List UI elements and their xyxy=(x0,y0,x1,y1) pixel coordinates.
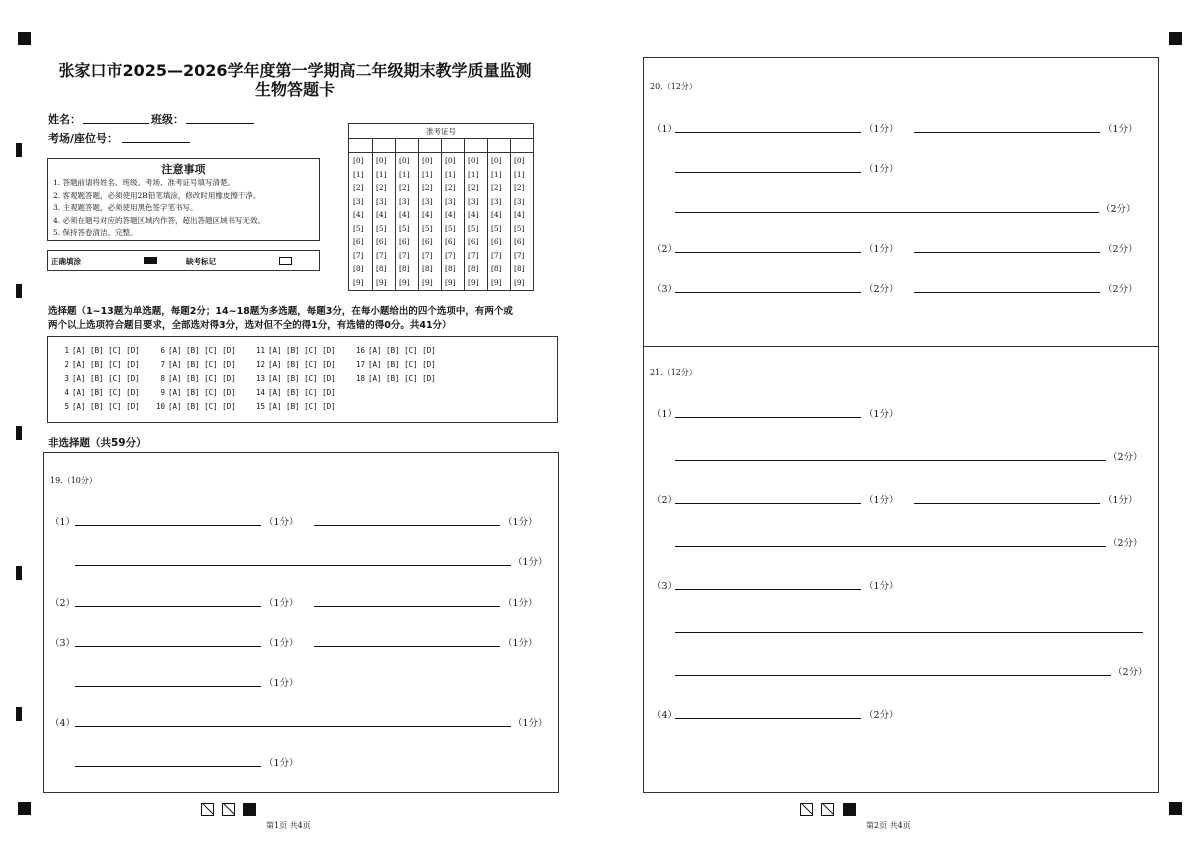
mc-question-number: 5 xyxy=(64,402,69,411)
admission-column-divider xyxy=(395,138,396,291)
q19-2b-score: （1分） xyxy=(503,598,538,609)
correct-fill-sample xyxy=(144,257,157,264)
name-label: 姓名： xyxy=(48,113,81,126)
correct-fill-label: 正确填涂 xyxy=(51,257,81,266)
admission-digit-bubble[interactable]: [3] xyxy=(353,196,364,206)
admission-digit-bubble[interactable]: [5] xyxy=(514,223,525,233)
admission-digit-bubble[interactable]: [8] xyxy=(445,264,456,273)
mc-question-row[interactable] xyxy=(253,402,336,411)
page-number-1: 第1页 共4页 xyxy=(266,821,311,830)
q19-4a-score: （1分） xyxy=(513,718,548,729)
admission-digit-bubble[interactable]: [1] xyxy=(376,169,387,179)
admission-digit-bubble[interactable]: [8] xyxy=(468,264,479,273)
q20-1c-line[interactable] xyxy=(675,172,861,173)
q19-3a-line[interactable] xyxy=(75,646,261,647)
name-field[interactable] xyxy=(83,123,149,124)
page-code-mark xyxy=(800,803,813,816)
admission-digit-bubble[interactable]: [5] xyxy=(376,223,387,233)
q21-1a-score: （1分） xyxy=(864,409,899,420)
mc-question-number: 1 xyxy=(64,346,69,355)
admission-digit-bubble[interactable]: [0] xyxy=(514,156,525,165)
q19-3c-score: （1分） xyxy=(264,678,299,689)
q19-4a-line[interactable] xyxy=(75,726,511,727)
q19-3a-score: （1分） xyxy=(264,638,299,649)
admission-digit-bubble[interactable]: [8] xyxy=(399,264,410,273)
q20-3b-line[interactable] xyxy=(914,292,1100,293)
class-label: 班级： xyxy=(151,113,184,126)
admission-digit-bubble[interactable]: [1] xyxy=(422,169,433,179)
mc-question-row[interactable] xyxy=(253,388,336,397)
q19-1b-score: （1分） xyxy=(503,517,538,528)
q19-part-4: （4） xyxy=(50,718,76,729)
admission-digit-bubble[interactable]: [8] xyxy=(514,264,525,273)
admission-digit-bubble[interactable]: [2] xyxy=(376,183,387,192)
admission-digit-bubble[interactable]: [0] xyxy=(491,156,502,165)
mc-question-row[interactable] xyxy=(353,346,436,355)
absent-mark-checkbox[interactable] xyxy=(279,257,292,265)
q19-2a-score: （1分） xyxy=(264,598,299,609)
corner-mark xyxy=(1169,32,1182,45)
q20-1d-score: （2分） xyxy=(1101,204,1136,215)
q21-2b-line[interactable] xyxy=(914,503,1100,504)
page-code-mark xyxy=(222,803,235,816)
admission-title: 准考证号 xyxy=(426,127,456,136)
mc-question-row[interactable] xyxy=(153,346,236,355)
q19-1b-line[interactable] xyxy=(314,525,500,526)
corner-mark xyxy=(18,802,31,815)
corner-mark xyxy=(18,32,31,45)
fill-legend xyxy=(47,250,320,271)
timing-mark xyxy=(16,707,22,721)
admission-digit-bubble[interactable]: [4] xyxy=(445,210,456,219)
notice-item: 2. 客观题答题，必须使用2B铅笔填涂，修改时用橡皮擦干净。 xyxy=(53,190,261,200)
admission-digit-bubble[interactable]: [0] xyxy=(422,156,433,165)
mc-option-bubbles[interactable]: [A] [B] [C] [D] xyxy=(72,402,140,411)
mc-question-number: 9 xyxy=(160,388,165,397)
admission-digit-bubble[interactable]: [2] xyxy=(491,183,502,192)
mc-question-number: 17 xyxy=(355,360,365,369)
q20-2b-score: （2分） xyxy=(1103,244,1138,255)
admission-digit-bubble[interactable]: [1] xyxy=(468,169,479,179)
q19-box xyxy=(43,452,559,793)
mc-question-number: 18 xyxy=(355,374,365,383)
q21-part-3: （3） xyxy=(652,581,678,592)
notice-title: 注意事项 xyxy=(161,163,206,176)
admission-digit-bubble[interactable]: [2] xyxy=(353,183,364,192)
mc-option-bubbles[interactable]: [A] [B] [C] [D] xyxy=(368,374,436,383)
q19-1a-score: （1分） xyxy=(264,517,299,528)
q19-1c-score: （1分） xyxy=(513,557,548,568)
notice-item: 3. 主观题答题，必须使用黑色签字笔书写。 xyxy=(53,203,198,213)
admission-digit-bubble[interactable]: [4] xyxy=(491,210,502,219)
mc-option-bubbles[interactable]: [A] [B] [C] [D] xyxy=(72,360,140,369)
q19-2b-line[interactable] xyxy=(314,606,500,607)
mc-option-bubbles[interactable]: [A] [B] [C] [D] xyxy=(168,402,236,411)
q19-part-2: （2） xyxy=(50,598,76,609)
q21-3a-score: （1分） xyxy=(864,581,899,592)
admission-digit-bubble[interactable]: [4] xyxy=(422,210,433,219)
mc-question-number: 16 xyxy=(355,346,365,355)
admission-digit-bubble[interactable]: [0] xyxy=(468,156,479,165)
admission-digit-bubble[interactable]: [1] xyxy=(491,169,502,179)
mc-question-row[interactable] xyxy=(57,388,140,397)
mc-answer-box xyxy=(47,336,558,423)
notice-item: 5. 保持答卷清洁、完整。 xyxy=(53,228,138,238)
mc-question-number: 15 xyxy=(255,402,265,411)
q20-2a-score: （1分） xyxy=(864,244,899,255)
admission-digit-bubble[interactable]: [7] xyxy=(376,250,387,260)
admission-digit-bubble[interactable]: [1] xyxy=(514,169,525,179)
mc-option-bubbles[interactable]: [A] [B] [C] [D] xyxy=(268,402,336,411)
q19-4b-line[interactable] xyxy=(75,766,261,767)
mc-question-row[interactable] xyxy=(353,374,436,383)
mc-question-number: 14 xyxy=(255,388,265,397)
q21-1b-line[interactable] xyxy=(675,460,1106,461)
admission-digit-bubble[interactable]: [3] xyxy=(376,196,387,206)
mc-option-bubbles[interactable]: [A] [B] [C] [D] xyxy=(168,388,236,397)
q19-1a-line[interactable] xyxy=(75,525,261,526)
q19-4b-score: （1分） xyxy=(264,758,299,769)
q19-1c-line[interactable] xyxy=(75,565,511,566)
mc-question-row[interactable] xyxy=(153,374,236,383)
admission-digit-bubble[interactable]: [3] xyxy=(468,196,479,206)
mc-option-bubbles[interactable]: [A] [B] [C] [D] xyxy=(72,388,140,397)
q21-2c-line[interactable] xyxy=(675,546,1106,547)
class-field[interactable] xyxy=(186,123,254,124)
mc-question-number: 3 xyxy=(64,374,69,383)
page-code-mark xyxy=(843,803,856,816)
admission-digit-bubble[interactable]: [8] xyxy=(491,264,502,273)
q20-1c-score: （1分） xyxy=(864,164,899,175)
admission-digit-bubble[interactable]: [9] xyxy=(399,277,410,287)
admission-digit-bubble[interactable]: [4] xyxy=(468,210,479,219)
mc-question-number: 8 xyxy=(160,374,165,383)
admission-digit-bubble[interactable]: [6] xyxy=(491,237,502,246)
notice-box xyxy=(47,158,320,241)
q21-2a-score: （1分） xyxy=(864,495,899,506)
page-number-2: 第2页 共4页 xyxy=(866,821,911,830)
page-code-mark xyxy=(201,803,214,816)
mc-option-bubbles[interactable]: [A] [B] [C] [D] xyxy=(268,360,336,369)
mc-question-row[interactable] xyxy=(57,346,140,355)
q20-1d-line[interactable] xyxy=(675,212,1099,213)
mc-question-row[interactable] xyxy=(153,402,236,411)
q21-3b-line[interactable] xyxy=(675,632,1143,633)
mc-question-row[interactable] xyxy=(57,360,140,369)
admission-digit-bubble[interactable]: [9] xyxy=(376,277,387,287)
q19-part-1: （1） xyxy=(50,517,76,528)
mc-option-bubbles[interactable]: [A] [B] [C] [D] xyxy=(168,360,236,369)
mc-question-number: 2 xyxy=(64,360,69,369)
q21-4a-line[interactable] xyxy=(675,718,861,719)
q20-q21-divider xyxy=(644,346,1158,347)
admission-column-divider xyxy=(464,138,465,291)
mc-question-row[interactable] xyxy=(253,346,336,355)
admission-digit-bubble[interactable]: [6] xyxy=(353,237,364,246)
q21-part-2: （2） xyxy=(652,495,678,506)
admission-column-divider xyxy=(418,138,419,291)
q21-3c-score: （2分） xyxy=(1113,667,1148,678)
seat-field[interactable] xyxy=(122,142,190,143)
admission-digit-bubble[interactable]: [3] xyxy=(445,196,456,206)
q19-3c-line[interactable] xyxy=(75,686,261,687)
q20-3a-score: （2分） xyxy=(864,284,899,295)
admission-digit-bubble[interactable]: [5] xyxy=(353,223,364,233)
admission-digit-bubble[interactable]: [0] xyxy=(445,156,456,165)
q21-3c-line[interactable] xyxy=(675,675,1111,676)
admission-column-divider xyxy=(487,138,488,291)
admission-digit-bubble[interactable]: [5] xyxy=(422,223,433,233)
notice-item: 4. 必须在题号对应的答题区域内作答，超出答题区域书写无效。 xyxy=(53,215,266,225)
q19-title: 19.（10分） xyxy=(50,476,97,485)
q20-part-2: （2） xyxy=(652,244,678,255)
admission-digit-bubble[interactable]: [9] xyxy=(353,277,364,287)
mc-option-bubbles[interactable]: [A] [B] [C] [D] xyxy=(368,360,436,369)
mc-instruction-2: 两个以上选项符合题目要求，全部选对得3分，选对但不全的得1分，有选错的得0分。共41分） xyxy=(48,320,452,331)
admission-digit-bubble[interactable]: [4] xyxy=(376,210,387,219)
mc-option-bubbles[interactable]: [A] [B] [C] [D] xyxy=(72,374,140,383)
mc-option-bubbles[interactable]: [A] [B] [C] [D] xyxy=(72,346,140,355)
page-code-mark xyxy=(243,803,256,816)
admission-digit-bubble[interactable]: [5] xyxy=(468,223,479,233)
mc-question-row[interactable] xyxy=(253,360,336,369)
admission-digit-bubble[interactable]: [7] xyxy=(491,250,502,260)
timing-mark xyxy=(16,566,22,580)
admission-digit-bubble[interactable]: [9] xyxy=(468,277,479,287)
q19-2a-line[interactable] xyxy=(75,606,261,607)
mc-question-row[interactable] xyxy=(353,360,436,369)
admission-digit-bubble[interactable]: [5] xyxy=(491,223,502,233)
admission-digit-bubble[interactable]: [2] xyxy=(468,183,479,192)
q20-1b-score: （1分） xyxy=(1103,124,1138,135)
mc-question-number: 10 xyxy=(155,402,165,411)
q19-part-3: （3） xyxy=(50,638,76,649)
q20-2a-line[interactable] xyxy=(675,252,861,253)
timing-mark xyxy=(16,284,22,298)
mc-question-row[interactable] xyxy=(57,402,140,411)
admission-digit-bubble[interactable]: [6] xyxy=(376,237,387,246)
corner-mark xyxy=(1169,802,1182,815)
mc-question-row[interactable] xyxy=(153,360,236,369)
admission-digit-bubble[interactable]: [7] xyxy=(445,250,456,260)
admission-digit-bubble[interactable]: [4] xyxy=(399,210,410,219)
mc-question-row[interactable] xyxy=(253,374,336,383)
admission-digit-bubble[interactable]: [3] xyxy=(491,196,502,206)
mc-instruction-1: 选择题（1~13题为单选题，每题2分；14~18题为多选题，每题3分，在每小题给出的四个选项中，有两个或 xyxy=(48,306,513,317)
admission-column-divider xyxy=(441,138,442,291)
admission-digit-bubble[interactable]: [9] xyxy=(445,277,456,287)
page-code-mark xyxy=(821,803,834,816)
admission-digit-bubble[interactable]: [9] xyxy=(514,277,525,287)
q20-part-1: （1） xyxy=(652,124,678,135)
q21-1b-score: （2分） xyxy=(1108,452,1143,463)
admission-digit-bubble[interactable]: [4] xyxy=(514,210,525,219)
timing-mark xyxy=(16,143,22,157)
mc-option-bubbles[interactable]: [A] [B] [C] [D] xyxy=(368,346,436,355)
q20-3a-line[interactable] xyxy=(675,292,861,293)
mc-option-bubbles[interactable]: [A] [B] [C] [D] xyxy=(268,388,336,397)
q19-3b-line[interactable] xyxy=(314,646,500,647)
admission-digit-bubble[interactable]: [7] xyxy=(353,250,364,260)
mc-question-number: 12 xyxy=(255,360,265,369)
q21-2a-line[interactable] xyxy=(675,503,861,504)
q21-2b-score: （1分） xyxy=(1103,495,1138,506)
admission-digit-bubble[interactable]: [9] xyxy=(422,277,433,287)
admission-digit-bubble[interactable]: [5] xyxy=(445,223,456,233)
mc-option-bubbles[interactable]: [A] [B] [C] [D] xyxy=(268,374,336,383)
admission-digit-bubble[interactable]: [0] xyxy=(376,156,387,165)
q19-3b-score: （1分） xyxy=(503,638,538,649)
non-mc-header: 非选择题（共59分） xyxy=(48,437,147,449)
admission-grid xyxy=(348,123,534,291)
q21-4a-score: （2分） xyxy=(864,710,899,721)
admission-digit-bubble[interactable]: [7] xyxy=(468,250,479,260)
admission-digit-bubble[interactable]: [4] xyxy=(353,210,364,219)
admission-digit-bubble[interactable]: [1] xyxy=(445,169,456,179)
q21-part-1: （1） xyxy=(652,409,678,420)
q21-part-4: （4） xyxy=(652,710,678,721)
admission-digit-bubble[interactable]: [6] xyxy=(399,237,410,246)
admission-digit-bubble[interactable]: [8] xyxy=(422,264,433,273)
mc-question-row[interactable] xyxy=(153,388,236,397)
admission-digit-bubble[interactable]: [8] xyxy=(353,264,364,273)
exam-title: 张家口市2025—2026学年度第一学期高二年级期末教学质量监测 xyxy=(58,61,532,80)
mc-question-row[interactable] xyxy=(57,374,140,383)
admission-digit-bubble[interactable]: [0] xyxy=(353,156,364,165)
q21-2c-score: （2分） xyxy=(1108,538,1143,549)
admission-digit-bubble[interactable]: [3] xyxy=(514,196,525,206)
admission-digit-bubble[interactable]: [6] xyxy=(468,237,479,246)
admission-digit-bubble[interactable]: [7] xyxy=(422,250,433,260)
admission-digit-bubble[interactable]: [6] xyxy=(514,237,525,246)
admission-digit-bubble[interactable]: [1] xyxy=(399,169,410,179)
admission-digit-bubble[interactable]: [8] xyxy=(376,264,387,273)
admission-digit-bubble[interactable]: [9] xyxy=(491,277,502,287)
seat-label: 考场/座位号： xyxy=(48,132,119,145)
q20-2b-line[interactable] xyxy=(914,252,1100,253)
mc-option-bubbles[interactable]: [A] [B] [C] [D] xyxy=(268,346,336,355)
mc-question-number: 4 xyxy=(64,388,69,397)
admission-digit-bubble[interactable]: [6] xyxy=(445,237,456,246)
admission-digit-bubble[interactable]: [3] xyxy=(399,196,410,206)
admission-digit-bubble[interactable]: [2] xyxy=(445,183,456,192)
q21-3a-line[interactable] xyxy=(675,589,861,590)
q20-3b-score: （2分） xyxy=(1103,284,1138,295)
timing-mark xyxy=(16,426,22,440)
q20-1a-score: （1分） xyxy=(864,124,899,135)
q21-title: 21.（12分） xyxy=(650,368,697,377)
admission-digit-bubble[interactable]: [5] xyxy=(399,223,410,233)
admission-digit-bubble[interactable]: [2] xyxy=(399,183,410,192)
q20-part-3: （3） xyxy=(652,284,678,295)
mc-question-number: 13 xyxy=(255,374,265,383)
mc-question-number: 6 xyxy=(160,346,165,355)
notice-item: 1. 答题前请将姓名、班级、考场、准考证号填写清楚。 xyxy=(53,178,236,187)
q20-1a-line[interactable] xyxy=(675,132,861,133)
mc-question-number: 7 xyxy=(160,360,165,369)
admission-digit-bubble[interactable]: [1] xyxy=(353,169,364,179)
exam-subtitle: 生物答题卡 xyxy=(254,80,335,99)
admission-digit-bubble[interactable]: [2] xyxy=(422,183,433,192)
q20-1b-line[interactable] xyxy=(914,132,1100,133)
right-answer-area xyxy=(643,57,1159,793)
mc-question-number: 11 xyxy=(255,346,265,355)
admission-digit-bubble[interactable]: [2] xyxy=(514,183,525,192)
admission-digit-bubble[interactable]: [0] xyxy=(399,156,410,165)
admission-digit-bubble[interactable]: [7] xyxy=(399,250,410,260)
admission-digit-bubble[interactable]: [6] xyxy=(422,237,433,246)
mc-option-bubbles[interactable]: [A] [B] [C] [D] xyxy=(168,346,236,355)
absent-mark-label: 缺考标记 xyxy=(186,257,216,266)
admission-digit-bubble[interactable]: [3] xyxy=(422,196,433,206)
mc-option-bubbles[interactable]: [A] [B] [C] [D] xyxy=(168,374,236,383)
admission-column-divider xyxy=(510,138,511,291)
admission-digit-bubble[interactable]: [7] xyxy=(514,250,525,260)
q21-1a-line[interactable] xyxy=(675,417,861,418)
admission-column-divider xyxy=(372,138,373,291)
q20-title: 20.（12分） xyxy=(650,82,697,91)
